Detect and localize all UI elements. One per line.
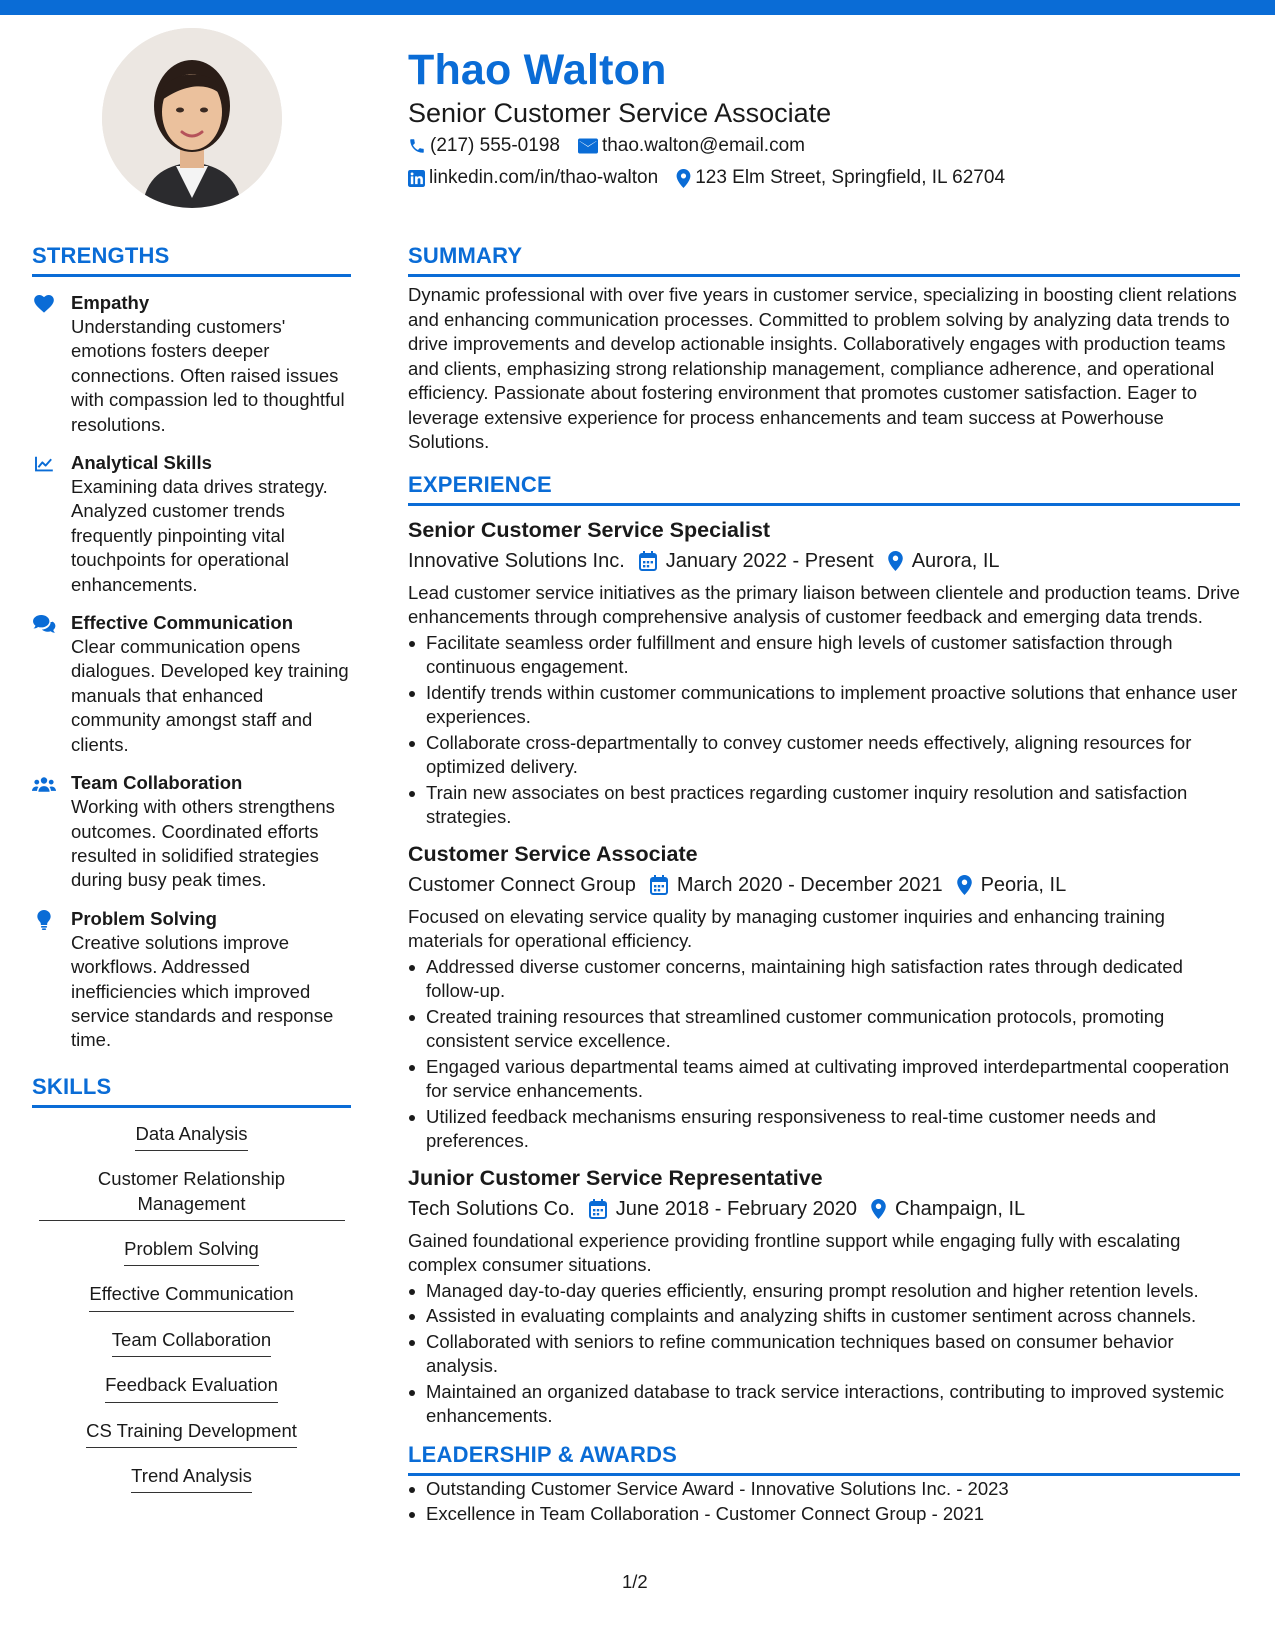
job-dates: March 2020 - December 2021 <box>676 873 943 896</box>
summary-heading: SUMMARY <box>408 243 523 268</box>
leadership-rule <box>408 1473 1240 1476</box>
summary-rule <box>408 274 1240 277</box>
job-location: Peoria, IL <box>980 873 1067 896</box>
left-column <box>32 242 351 1509</box>
job-location-wrap <box>871 1195 1025 1223</box>
job-dates-wrap <box>589 1195 857 1223</box>
job-dates-wrap <box>639 547 874 575</box>
job-bullet: Created training resources that streamlined customer communication protocols, promoting consistent service excellence. <box>408 1005 1240 1054</box>
skills-rule <box>32 1105 351 1108</box>
candidate-name: Thao Walton <box>408 46 667 94</box>
chart-line-icon <box>32 453 56 475</box>
strength-item <box>32 611 351 757</box>
contact-address <box>676 166 1005 190</box>
summary-text: Dynamic professional with over five years in customer service, specializing in boosting client relations and enhancing communication processes. Committed to problem solving by analyzing data trends to drive improvements and develop actionable insights. Collaboratively engages with production teams and clients, emphasizing strong relationship management, compliance adherence, and operational efficiency. Passionate about fostering environment that promotes customer satisfaction. Eager to leverage extensive experience for process enhancements and team success at Powerhouse Solutions. <box>408 284 1237 452</box>
job-location: Champaign, IL <box>895 1197 1026 1220</box>
strengths-heading: STRENGTHS <box>32 243 170 268</box>
skill-item: Problem Solving <box>124 1237 259 1266</box>
envelope-icon <box>578 138 598 154</box>
skill-item: Customer Relationship Management <box>39 1167 345 1221</box>
contact-row-2 <box>408 166 1023 190</box>
strength-title: Team Collaboration <box>71 772 243 794</box>
right-column <box>408 242 1240 1528</box>
strength-title: Problem Solving <box>71 907 217 929</box>
job-entry <box>408 516 1240 830</box>
job-bullet: Utilized feedback mechanisms ensuring responsiveness to real-time customer needs and preferences. <box>408 1105 1240 1154</box>
contact-row-1 <box>408 134 823 158</box>
skill-item: Effective Communication <box>89 1282 293 1311</box>
job-bullet: Facilitate seamless order fulfillment and ensure high levels of customer satisfaction through continuous engagement. <box>408 631 1240 680</box>
strength-title: Empathy <box>71 292 150 313</box>
map-pin-icon <box>957 875 972 895</box>
job-entry <box>408 840 1240 1154</box>
leadership-heading: LEADERSHIP & AWARDS <box>408 1441 678 1467</box>
award-item: Excellence in Team Collaboration - Customer Connect Group - 2021 <box>408 1502 1240 1527</box>
linkedin-icon <box>408 170 425 187</box>
lightbulb-icon <box>32 909 56 931</box>
job-location-wrap <box>888 547 1000 575</box>
calendar-icon <box>639 551 657 571</box>
job-title: Junior Customer Service Representative <box>408 1165 823 1190</box>
map-pin-icon <box>676 169 691 188</box>
strength-item <box>32 907 351 1053</box>
job-bullets <box>408 1279 1240 1429</box>
top-accent-bar <box>0 0 1275 15</box>
map-pin-icon <box>871 1199 886 1219</box>
job-bullet: Collaborate cross-departmentally to convey customer needs effectively, aligning resources for optimized delivery. <box>408 731 1240 780</box>
strength-desc: Creative solutions improve workflows. Addressed inefficiencies which improved service standards and response time. <box>71 931 334 1051</box>
job-description: Lead customer service initiatives as the primary liaison between clientele and production teams. Drive enhancements through comprehensive analysis of customer feedback and emerging data trends. <box>408 581 1240 627</box>
job-dates: January 2022 - Present <box>665 549 874 572</box>
phone-icon <box>408 137 426 155</box>
job-title: Senior Customer Service Specialist <box>408 517 771 542</box>
job-dates-wrap <box>650 871 943 899</box>
strengths-list <box>32 291 351 1053</box>
address-text: 123 Elm Street, Springfield, IL 62704 <box>695 167 1006 188</box>
contact-linkedin[interactable] <box>408 166 658 190</box>
strength-title: Effective Communication <box>71 612 294 634</box>
job-title: Customer Service Associate <box>408 841 698 866</box>
job-meta <box>408 1195 1240 1223</box>
job-meta <box>408 547 1240 575</box>
job-location: Aurora, IL <box>911 549 1000 572</box>
strength-desc: Clear communication opens dialogues. Developed key training manuals that enhanced community amongst staff and clients. <box>71 636 349 755</box>
leadership-list <box>408 1477 1240 1527</box>
job-dates: June 2018 - February 2020 <box>615 1197 858 1220</box>
experience-heading: EXPERIENCE <box>408 471 552 497</box>
skills-list <box>32 1122 351 1510</box>
skill-item: Feedback Evaluation <box>105 1373 278 1402</box>
profile-photo <box>102 28 282 208</box>
award-item: Outstanding Customer Service Award - Innovative Solutions Inc. - 2023 <box>408 1477 1240 1502</box>
page-number: 1/2 <box>622 1571 648 1592</box>
contact-email[interactable] <box>578 134 805 158</box>
job-entry <box>408 1164 1240 1429</box>
job-bullet: Managed day-to-day queries efficiently, ensuring prompt resolution and higher retention levels. <box>408 1279 1240 1304</box>
job-company: Innovative Solutions Inc. <box>408 549 625 572</box>
calendar-icon <box>589 1199 607 1219</box>
job-bullet: Collaborated with seniors to refine communication techniques based on consumer behavior analysis. <box>408 1330 1240 1379</box>
job-meta <box>408 871 1240 899</box>
job-bullet: Maintained an organized database to track service interactions, contributing to improved systemic enhancements. <box>408 1380 1240 1429</box>
job-description: Focused on elevating service quality by managing customer inquiries and enhancing training materials for operational efficiency. <box>408 905 1165 951</box>
comments-icon <box>32 613 56 635</box>
job-bullet: Train new associates on best practices regarding customer inquiry resolution and satisfaction strategies. <box>408 781 1240 830</box>
job-company: Customer Connect Group <box>408 873 636 896</box>
skill-item: Trend Analysis <box>131 1464 252 1493</box>
candidate-title: Senior Customer Service Associate <box>408 98 832 128</box>
skill-item: CS Training Development <box>86 1419 297 1448</box>
strength-desc: Working with others strengthens outcomes. Coordinated efforts resulted in solidified strategies during busy peak times. <box>71 796 335 891</box>
email-text: thao.walton@email.com <box>601 135 805 156</box>
strength-title: Analytical Skills <box>71 452 212 474</box>
job-bullets <box>408 631 1240 830</box>
phone-text: (217) 555-0198 <box>430 135 560 156</box>
linkedin-text: linkedin.com/in/thao-walton <box>429 167 659 188</box>
job-description: Gained foundational experience providing frontline support while engaging fully with escalating complex consumer situations. <box>408 1229 1181 1275</box>
job-bullet: Engaged various departmental teams aimed at cultivating improved interdepartmental cooperation for service enhancements. <box>408 1055 1240 1104</box>
strengths-rule <box>32 274 351 277</box>
job-bullet: Identify trends within customer communications to implement proactive solutions that enhance user experiences. <box>408 681 1240 730</box>
strength-item <box>32 771 351 893</box>
calendar-icon <box>650 875 668 895</box>
job-bullet: Addressed diverse customer concerns, maintaining high satisfaction rates through dedicated follow-up. <box>408 955 1240 1004</box>
job-company: Tech Solutions Co. <box>408 1197 575 1220</box>
contact-phone[interactable] <box>408 134 560 158</box>
skill-item: Team Collaboration <box>112 1328 271 1357</box>
job-bullets <box>408 955 1240 1154</box>
experience-rule <box>408 503 1240 506</box>
map-pin-icon <box>888 551 903 571</box>
job-location-wrap <box>957 871 1067 899</box>
strength-item <box>32 451 351 597</box>
heart-icon <box>32 293 56 315</box>
strength-desc: Examining data drives strategy. Analyzed customer trends frequently pinpointing vital touchpoints for operational enhancements. <box>71 476 328 595</box>
strength-item <box>32 291 351 437</box>
job-bullet: Assisted in evaluating complaints and analyzing shifts in customer sentiment across channels. <box>408 1304 1240 1329</box>
strength-desc: Understanding customers' emotions fosters deeper connections. Often raised issues with compassion led to thoughtful resolutions. <box>71 316 345 435</box>
skill-item: Data Analysis <box>135 1122 247 1151</box>
users-icon <box>32 773 56 795</box>
skills-heading: SKILLS <box>32 1073 112 1099</box>
